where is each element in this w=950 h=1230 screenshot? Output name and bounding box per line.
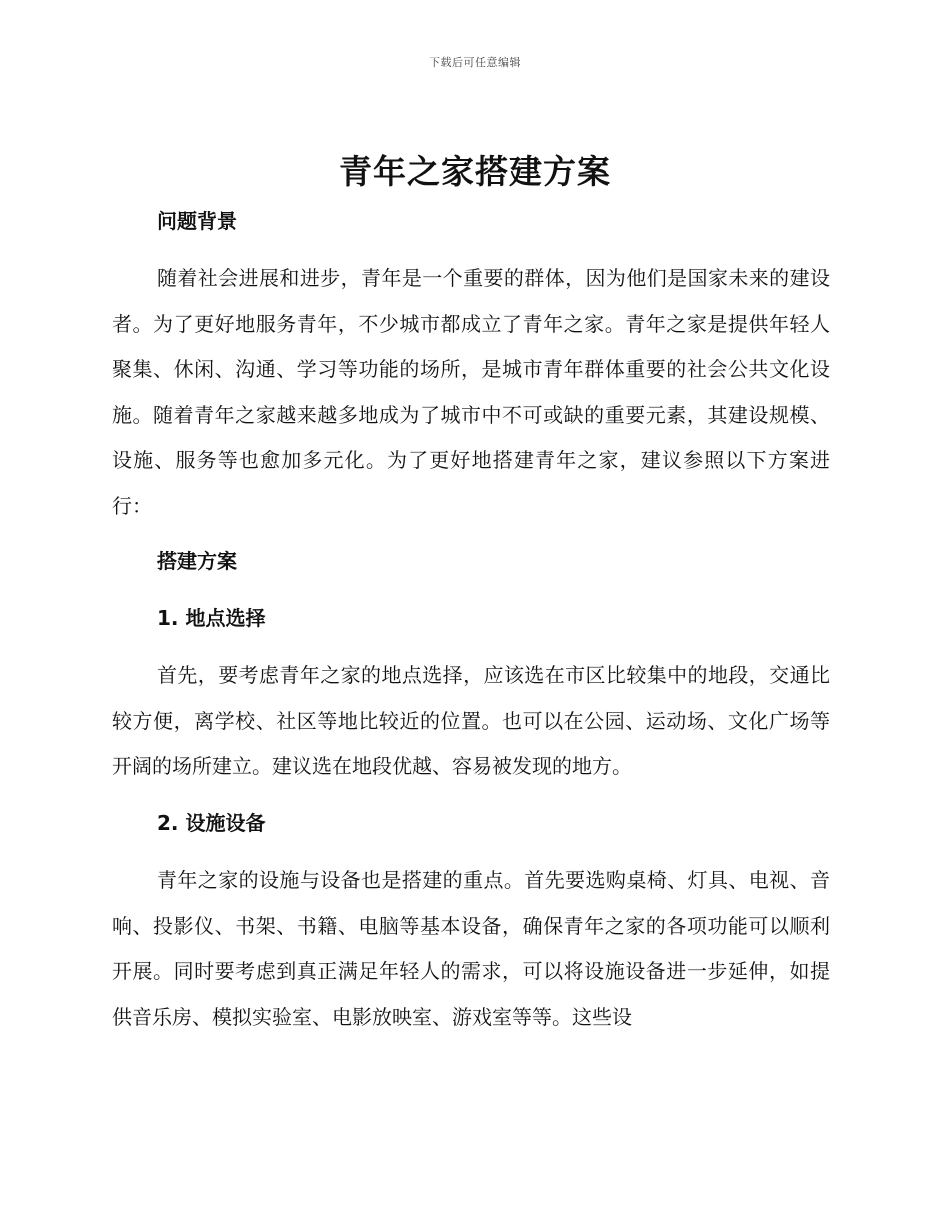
paragraph-facilities: 青年之家的设施与设备也是搭建的重点。首先要选购桌椅、灯具、电视、音响、投影仪、书架、书籍、电脑等基本设备，确保青年之家的各项功能可以顺利开展。同时要考虑到真正满足年轻人的需求，可以将设施设备进一步延伸，如提供音乐房、模拟实验室、电影放映室、游戏室等等。这些设 xyxy=(112,868,830,1029)
paragraph-location: 首先，要考虑青年之家的地点选择，应该选在市区比较集中的地段，交通比较方便，离学校、社区等地比较近的位置。也可以在公园、运动场、文化广场等开阔的场所建立。建议选在地段优越、容易被发现的地方。 xyxy=(112,663,830,779)
section-heading-plan: 搭建方案 xyxy=(157,549,237,573)
paragraph-background: 随着社会进展和进步，青年是一个重要的群体，因为他们是国家未来的建设者。为了更好地服务青年，不少城市都成立了青年之家。青年之家是提供年轻人聚集、休闲、沟通、学习等功能的场所，是城市青年群体重要的社会公共文化设施。随着青年之家越来越多地成为了城市中不可或缺的重要元素，其建设规模、设施、服务等也愈加多元化。为了更好地搭建青年之家，建议参照以下方案进行： xyxy=(112,266,830,518)
document-title: 青年之家搭建方案 xyxy=(339,152,611,191)
section-heading-background: 问题背景 xyxy=(157,209,237,233)
section-heading-location: 1. 地点选择 xyxy=(157,606,266,630)
section-heading-facilities: 2. 设施设备 xyxy=(157,811,266,835)
header-note: 下载后可任意编辑 xyxy=(429,56,521,69)
